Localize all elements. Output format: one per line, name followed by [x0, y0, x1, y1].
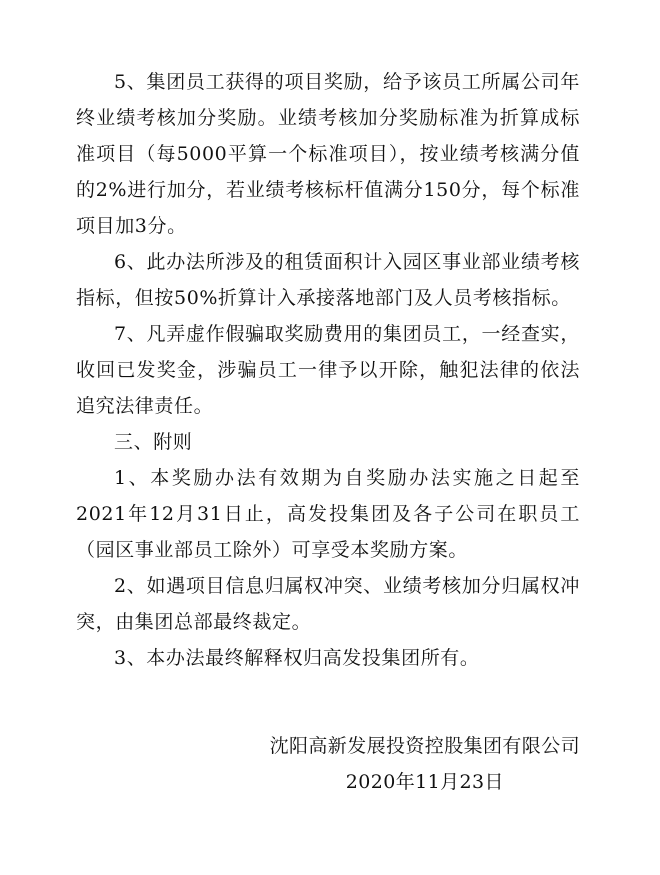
- clause-5: 5、集团员工获得的项目奖励，给予该员工所属公司年终业绩考核加分奖励。业绩考核加分奖励标准为折算成标准项目（每5000平算一个标准项目），按业绩考核满分值的2%进行加分，若业绩考核标杆值满分150分，每个标准项目加3分。: [76, 71, 580, 237]
- clause-6: 6、此办法所涉及的租赁面积计入园区事业部业绩考核指标，但按50%折算计入承接落地部门及人员考核指标。: [76, 251, 580, 309]
- clause-7: 7、凡弄虚作假骗取奖励费用的集团员工，一经查实，收回已发奖金，涉骗员工一律予以开除，触犯法律的依法追究法律责任。: [76, 323, 580, 417]
- appendix-clause-3: 3、本办法最终解释权归高发投集团所有。: [114, 647, 480, 669]
- document-body: [76, 64, 580, 676]
- section-heading-appendix: 三、附则: [114, 431, 193, 453]
- issue-date: 2020年11月23日: [345, 771, 504, 793]
- appendix-clause-1: 1、本奖励办法有效期为自奖励办法实施之日起至2021年12月31日止，高发投集团及各子公司在职员工（园区事业部员工除外）可享受本奖励方案。: [76, 467, 580, 561]
- issuing-organization: 沈阳高新发展投资控股集团有限公司: [269, 735, 580, 757]
- signature-block: [270, 728, 580, 800]
- appendix-clause-2: 2、如遇项目信息归属权冲突、业绩考核加分归属权冲突，由集团总部最终裁定。: [76, 575, 580, 633]
